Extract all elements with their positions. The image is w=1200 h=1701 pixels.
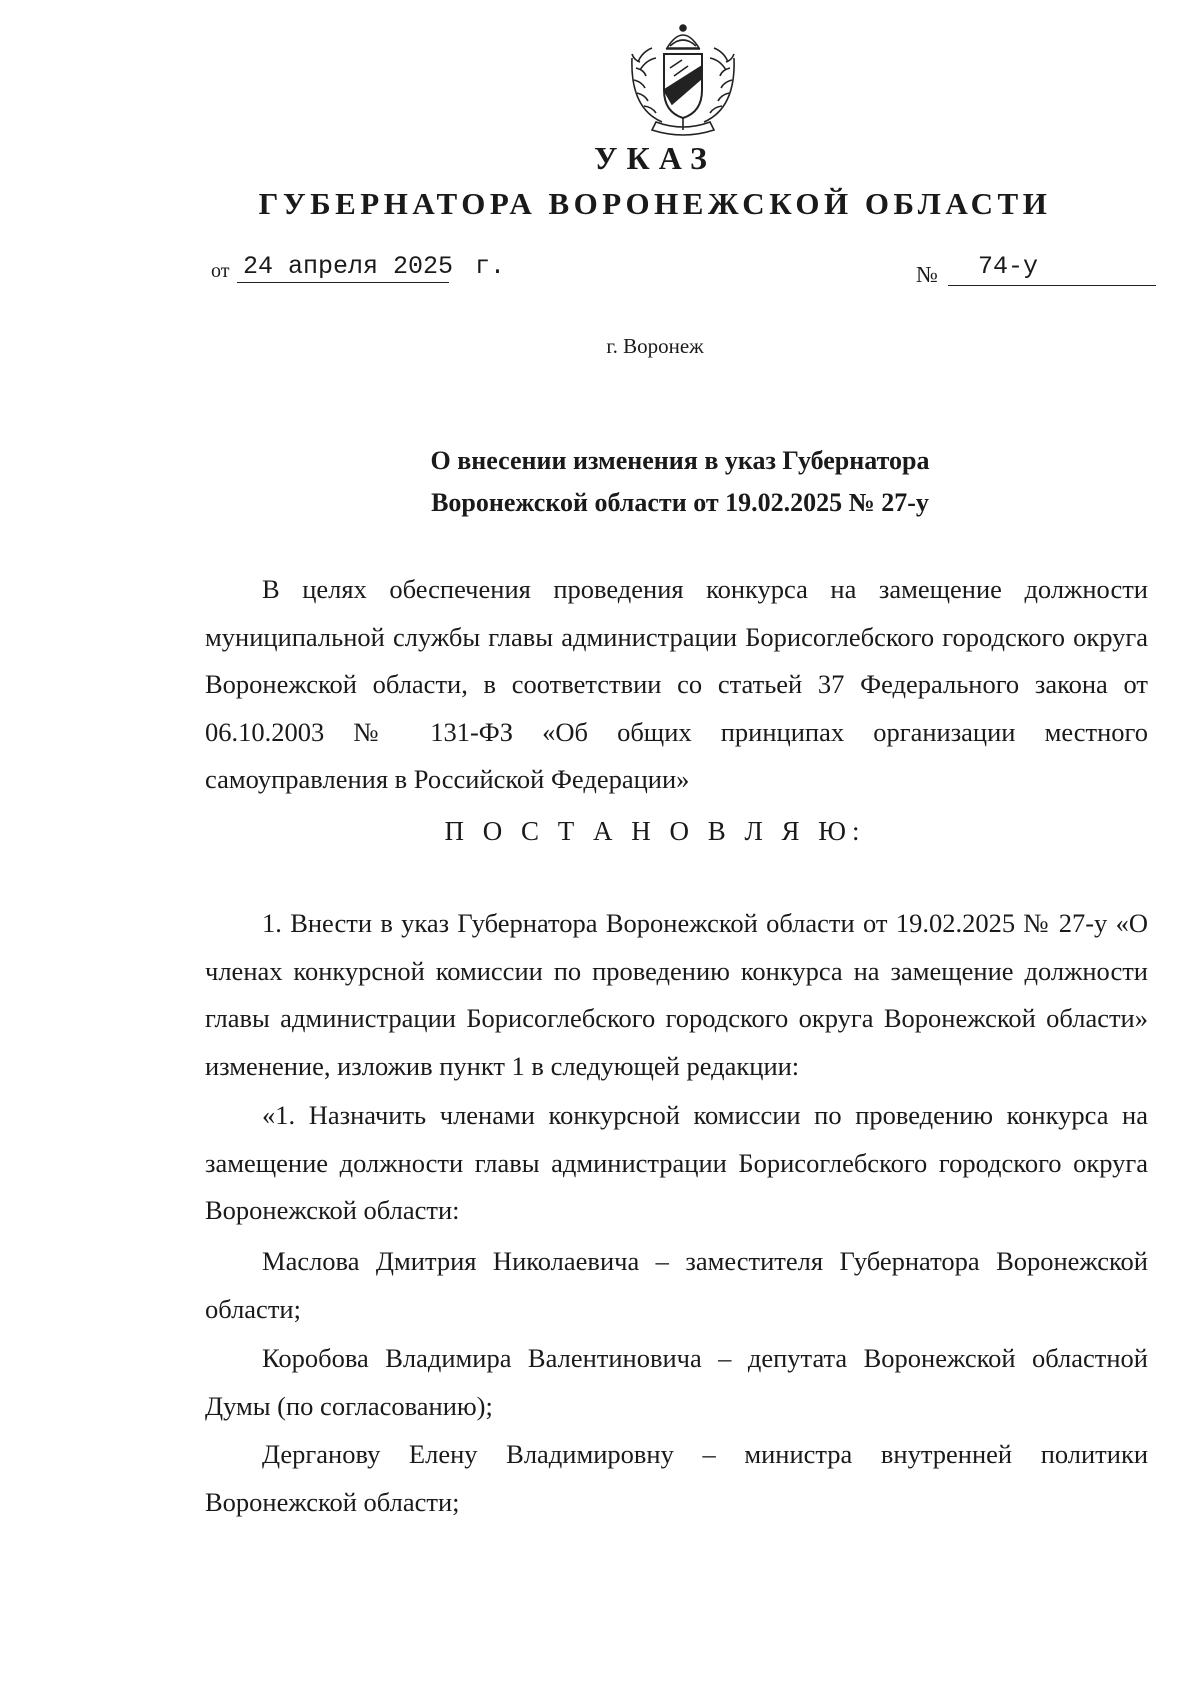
date-underline	[237, 282, 449, 283]
date-suffix: г.	[475, 252, 506, 281]
subject-line-2: Воронежской области от 19.02.2025 № 27-у	[431, 488, 929, 517]
issuing-authority: ГУБЕРНАТОРА ВОРОНЕЖСКОЙ ОБЛАСТИ	[258, 186, 1052, 221]
number-sign: №	[916, 262, 938, 287]
commission-member-1: Маслова Дмитрия Николаевича – заместителя Губернатора Воронежской области;	[205, 1246, 1148, 1324]
subject-line-1: О внесении изменения в указ Губернатора	[430, 446, 930, 475]
document-date: 24 апреля 2025	[243, 252, 454, 281]
document-number: 74-у	[978, 252, 1039, 281]
item-1-paragraph: 1. Внести в указ Губернатора Воронежской области от 19.02.2025 № 27-у «О членах конкурсной комиссии по проведению конкурса на замещение должности главы администрации Борисоглебского городского округа Воронежской области» изменение, изложив пункт 1 в следующей редакции:	[205, 908, 1148, 1081]
commission-member-3: Дерганову Елену Владимировну – министра внутренней политики Воронежской области;	[205, 1439, 1148, 1517]
preamble-paragraph: В целях обеспечения проведения конкурса на замещение должности муниципальной службы главы администрации Борисоглебского городского округа Воронежской области, в соответствии со статьей 37 Федерального закона от 06.10.2003 № 131-ФЗ «Об общих принципах организации местного самоуправления в Российской Федерации»	[205, 574, 1148, 794]
date-prefix: от	[211, 260, 230, 282]
item-1-new-wording: «1. Назначить членами конкурсной комиссии по проведению конкурса на замещение должности главы администрации Борисоглебского городского округа Воронежской области:	[205, 1100, 1148, 1225]
decree-word: П О С Т А Н О В Л Я Ю:	[444, 816, 866, 846]
issue-city: г. Воронеж	[606, 334, 704, 358]
coat-of-arms-icon	[622, 18, 744, 138]
number-underline	[948, 285, 1156, 286]
document-subject	[300, 440, 1060, 524]
document-type-title: УКАЗ	[594, 140, 716, 176]
commission-member-2: Коробова Владимира Валентиновича – депутата Воронежской областной Думы (по согласованию);	[205, 1343, 1148, 1421]
